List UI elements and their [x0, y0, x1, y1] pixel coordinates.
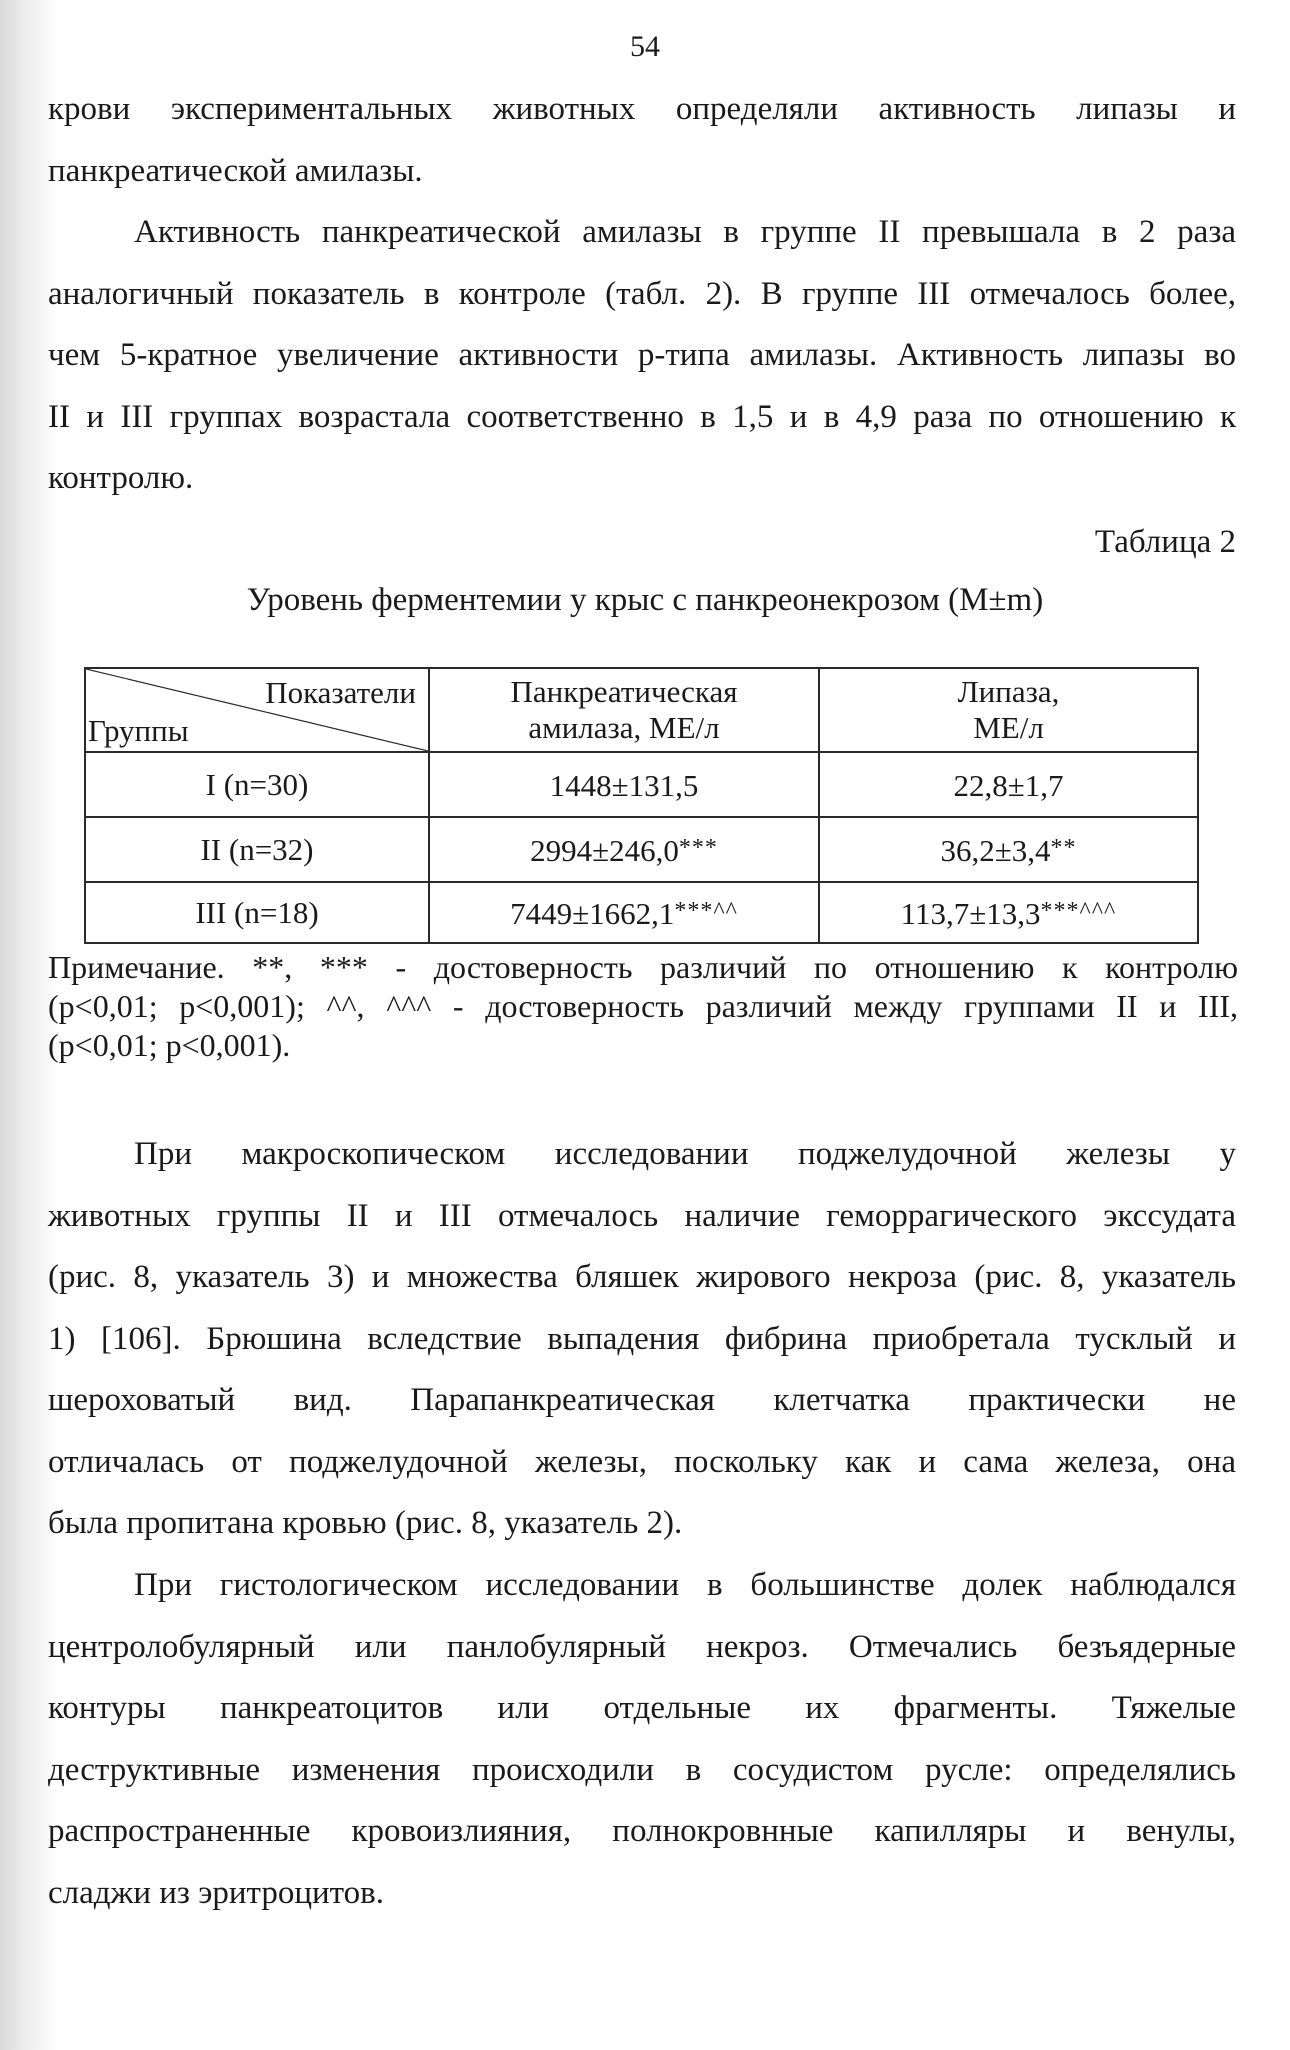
corner-label-groups: Группы: [88, 713, 189, 748]
group-cell: I (n=30): [85, 752, 429, 817]
text-line: шероховатый вид. Парапанкреатическая клетчатка практически не: [48, 1382, 1236, 1418]
text-line: крови экспериментальных животных определяли активность липазы и: [48, 91, 1236, 127]
lipase-value: 113,7±13,3: [900, 896, 1041, 931]
text-line: сладжи из эритроцитов.: [48, 1874, 384, 1911]
lipase-cell: [819, 882, 1198, 943]
text-line: деструктивные изменения происходили в сосудистом русле: определялись: [48, 1751, 1236, 1788]
text-line: При гистологическом исследовании в большинстве долек наблюдался: [134, 1567, 1236, 1603]
table-row: [85, 817, 1198, 882]
amylase-significance: ***: [678, 835, 718, 861]
amylase-value: 7449±1662,1: [510, 896, 675, 931]
note-line: (p<0,01; p<0,001).: [48, 1027, 291, 1063]
lipase-value: 36,2±3,4: [940, 833, 1051, 868]
text-line: аналогичный показатель в контроле (табл. 2). В группе III отмечалось более,: [48, 275, 1236, 312]
text-line: 1) [106]. Брюшина вследствие выпадения фибрина приобретала тусклый и: [48, 1320, 1236, 1357]
amylase-value: 1448±131,5: [549, 768, 699, 803]
text-line: центролобулярный или панлобулярный некроз. Отмечались безъядерные: [48, 1628, 1236, 1665]
table-title: Уровень ферментемии у крыс с панкреонекрозом (M±m): [246, 582, 1044, 618]
text-line: Активность панкреатической амилазы в группе II превышала в 2 раза: [134, 214, 1236, 250]
text-line: II и III группах возрастала соответственно в 1,5 и в 4,9 раза по отношению к: [48, 398, 1236, 435]
lipase-significance: ***^^^: [1040, 898, 1117, 924]
page-number: 54: [630, 30, 660, 63]
text-line: контролю.: [48, 460, 194, 496]
header-lipase: [819, 668, 1198, 752]
note-line: (p<0,01; p<0,001); ^^, ^^^ - достоверность различий между группами II и III,: [48, 988, 1238, 1024]
text-line: чем 5-кратное увеличение активности р-типа амилазы. Активность липазы во: [48, 337, 1236, 373]
amylase-significance: ***^^: [674, 898, 738, 924]
text-line: При макроскопическом исследовании поджелудочной железы у: [134, 1136, 1236, 1172]
text-line: была пропитана кровью (рис. 8, указатель 2).: [48, 1505, 683, 1541]
text-line: (рис. 8, указатель 3) и множества бляшек жирового некроза (рис. 8, указатель: [48, 1259, 1236, 1295]
table-note: [48, 948, 1238, 1065]
enzyme-table: [84, 667, 1199, 944]
paragraph-2: [48, 202, 1236, 510]
header-lipase-line2: МЕ/л: [973, 710, 1044, 745]
text-line: отличалась от поджелудочной железы, поскольку как и сама железа, она: [48, 1443, 1236, 1480]
text-line: контуры панкреатоцитов или отдельные их фрагменты. Тяжелые: [48, 1690, 1236, 1726]
amylase-cell: [429, 752, 819, 817]
lipase-significance: **: [1050, 835, 1077, 861]
table-row: [85, 882, 1198, 943]
lipase-cell: [819, 752, 1198, 817]
header-amylase-line1: Панкреатическая: [510, 674, 738, 709]
lipase-cell: [819, 817, 1198, 882]
paragraph-3: [48, 1124, 1236, 1555]
header-amylase: [429, 668, 819, 752]
group-cell: III (n=18): [85, 882, 429, 943]
amylase-value: 2994±246,0: [530, 833, 679, 868]
note-line: Примечание. **, *** - достоверность различий по отношению к контролю: [48, 949, 1238, 985]
text-line: распространенные кровоизлияния, полнокровнные капилляры и венулы,: [48, 1813, 1236, 1849]
paragraph-1: [48, 79, 1236, 202]
paragraph-4: [48, 1555, 1236, 1924]
header-lipase-line1: Липаза,: [957, 674, 1060, 709]
header-amylase-line2: амилаза, МЕ/л: [528, 710, 720, 745]
table-header-row: [85, 668, 1198, 752]
text-line: панкреатической амилазы.: [48, 152, 423, 189]
table-row: [85, 752, 1198, 817]
table-label: Таблица 2: [1094, 524, 1236, 560]
amylase-cell: [429, 882, 819, 943]
amylase-cell: [429, 817, 819, 882]
corner-label-indicators: Показатели: [265, 675, 416, 710]
group-cell: II (n=32): [85, 817, 429, 882]
table-corner-cell: [85, 668, 429, 752]
text-line: животных группы II и III отмечалось наличие геморрагического экссудата: [48, 1197, 1236, 1234]
lipase-value: 22,8±1,7: [953, 768, 1064, 803]
